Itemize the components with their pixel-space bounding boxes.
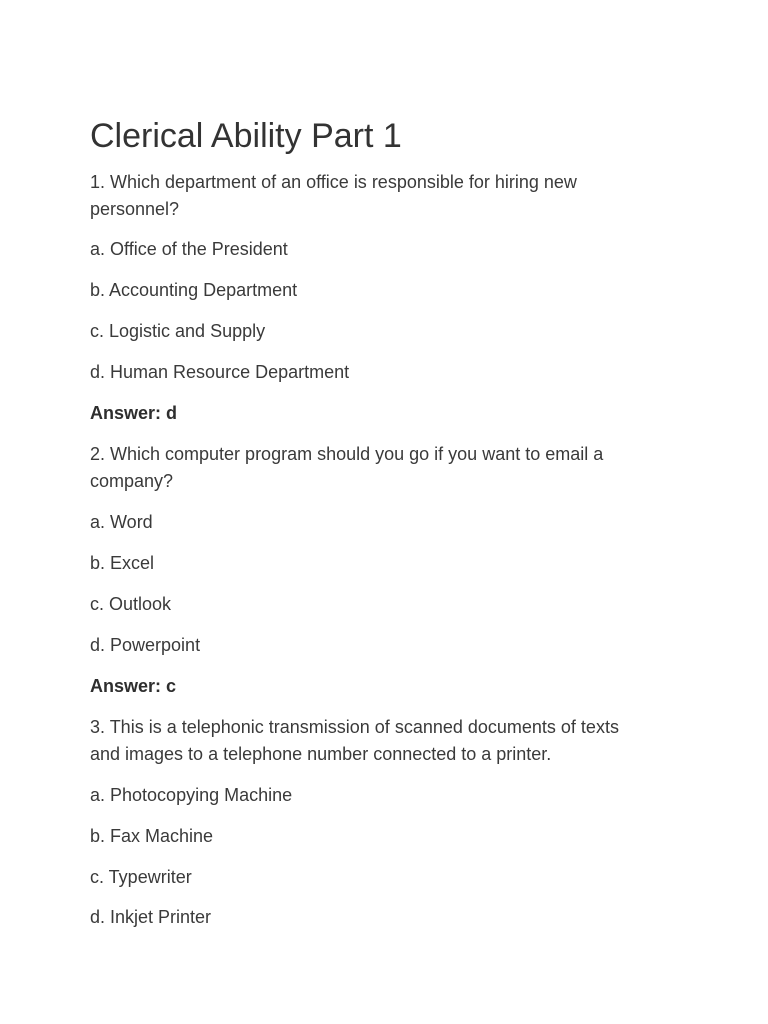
question-3-text: 3. This is a telephonic transmission of scanned documents of texts and images to a telephone number connected to a printer. [90,717,619,764]
question-3-option-d: d. Inkjet Printer [90,907,212,927]
question-2-option-a: a. Word [90,512,153,532]
question-2-answer: Answer: c [90,676,177,696]
question-3-option-a: a. Photocopying Machine [90,785,293,805]
question-2-text: 2. Which computer program should you go if you want to email a company? [90,444,604,491]
question-1-option-a: a. Office of the President [90,239,288,259]
question-1-option-d: d. Human Resource Department [90,362,350,382]
question-2-option-c: c. Outlook [90,594,172,614]
question-2-option-b: b. Excel [90,553,155,573]
question-2-option-d: d. Powerpoint [90,635,201,655]
question-1-option-b: b. Accounting Department [90,280,298,300]
question-1-text: 1. Which department of an office is responsible for hiring new personnel? [90,172,577,219]
question-1-answer: Answer: d [90,403,178,423]
question-3-option-b: b. Fax Machine [90,826,214,846]
question-1-option-c: c. Logistic and Supply [90,321,266,341]
page-title: Clerical Ability Part 1 [90,117,402,155]
question-3-option-c: c. Typewriter [90,867,192,887]
